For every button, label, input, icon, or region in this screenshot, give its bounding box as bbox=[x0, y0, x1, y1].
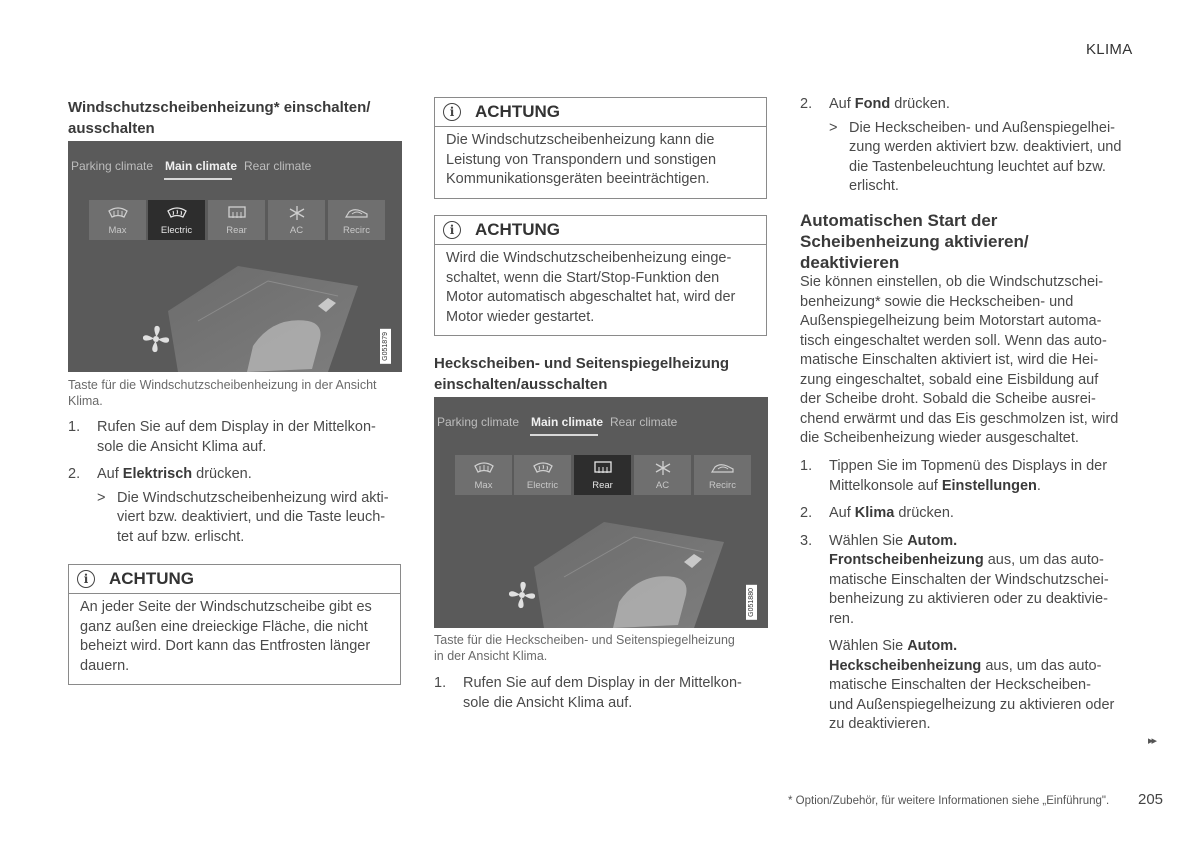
step-line bbox=[829, 551, 1140, 571]
info-icon: i bbox=[77, 570, 95, 588]
warning-line: Leistung von Transpondern und sonstigen bbox=[446, 151, 717, 168]
step-line bbox=[829, 477, 1140, 497]
step-line bbox=[97, 465, 408, 485]
tab-rear-climate: Rear climate bbox=[610, 415, 678, 429]
button-label: Electric bbox=[160, 225, 193, 236]
list-item bbox=[434, 674, 774, 713]
warning-title: ACHTUNG bbox=[109, 569, 194, 588]
climate-tabs bbox=[434, 411, 768, 435]
steps-list bbox=[434, 674, 774, 713]
button-label: Recirc bbox=[343, 225, 370, 236]
button-label: Max bbox=[108, 225, 127, 236]
warning-line: ganz außen eine dreieckige Fläche, die nicht bbox=[80, 618, 368, 635]
windshield-heater-icon bbox=[532, 460, 554, 476]
warning-text bbox=[435, 245, 766, 335]
paragraph-line: Außenspiegelheizung beim Motorstart automa- bbox=[800, 313, 1102, 329]
warning-header bbox=[435, 216, 766, 245]
paragraph-line: die Scheibenheizung wieder ausgeschaltet. bbox=[800, 430, 1079, 446]
step-line: sole die Ansicht Klima auf. bbox=[463, 694, 633, 711]
step-text: . bbox=[1036, 477, 1041, 494]
ui-term: Autom. bbox=[907, 532, 958, 549]
step-text: aus, um das auto- bbox=[985, 657, 1102, 674]
footnote: * Option/Zubehör, für weitere Informationen siehe „Einführung". bbox=[788, 795, 1110, 807]
step-line: Rufen Sie auf dem Display in der Mittelkon- bbox=[463, 675, 742, 691]
tab-underline bbox=[164, 178, 232, 180]
figure-code: G051879 bbox=[380, 329, 391, 364]
rear-button bbox=[574, 455, 632, 495]
step-number: 2. bbox=[800, 505, 813, 521]
caption-line: Taste für die Windschutzscheibenheizung in der Ansicht bbox=[68, 378, 377, 392]
heading-line: ausschalten bbox=[68, 120, 155, 137]
result-line: viert bzw. deaktiviert, und die Taste leuch- bbox=[117, 509, 386, 525]
step-text: drücken. bbox=[196, 466, 252, 482]
tab-rear-climate: Rear climate bbox=[244, 159, 312, 173]
recirc-button bbox=[694, 455, 752, 495]
tab-main-climate: Main climate bbox=[531, 415, 604, 429]
step-line: sole die Ansicht Klima auf. bbox=[97, 438, 267, 455]
ui-term: Autom. bbox=[907, 638, 958, 654]
step-line: und Außenspiegelheizung zu aktivieren oder bbox=[829, 696, 1115, 713]
warning-line: Motor automatisch abgeschaltet hat, wird der bbox=[446, 289, 736, 305]
warning-header bbox=[435, 98, 766, 127]
tab-parking-climate: Parking climate bbox=[437, 415, 520, 429]
section-title: KLIMA bbox=[1086, 41, 1133, 58]
fan-icon bbox=[506, 579, 538, 611]
result-line: erlischt. bbox=[849, 178, 899, 194]
heading-line: Automatischen Start der bbox=[800, 211, 998, 230]
paragraph-line: Sie können einstellen, ob die Windschutzschei- bbox=[800, 274, 1104, 290]
heading-line: Scheibenheizung aktivieren/ bbox=[800, 232, 1029, 251]
warning-line: Die Windschutzscheibenheizung kann die bbox=[446, 132, 715, 148]
ui-term: Elektrisch bbox=[122, 466, 193, 482]
climate-button-row bbox=[89, 200, 387, 240]
warning-text bbox=[69, 594, 400, 684]
step-line bbox=[829, 532, 1140, 552]
warning-line: dauern. bbox=[80, 657, 130, 674]
ac-button bbox=[634, 455, 692, 495]
auto-start-steps bbox=[800, 457, 1140, 735]
step-result bbox=[829, 119, 1140, 197]
warning-line: schaltet, wenn die Start/Stop-Funktion den bbox=[446, 269, 720, 286]
step-line: matische Einschalten der Windschutzschei- bbox=[829, 571, 1109, 588]
warning-header bbox=[69, 565, 400, 594]
warning-text bbox=[435, 127, 766, 198]
auto-start-paragraph bbox=[800, 273, 1140, 449]
warning-line: An jeder Seite der Windschutzscheibe gibt es bbox=[80, 599, 372, 615]
step-line bbox=[829, 637, 1140, 657]
step-line bbox=[829, 95, 1140, 115]
step-text: Wählen Sie bbox=[829, 532, 904, 549]
snowflake-icon bbox=[286, 205, 308, 221]
button-label: AC bbox=[655, 480, 670, 491]
warning-line: Wird die Windschutzscheibenheizung einge- bbox=[446, 250, 732, 266]
step-text: drücken. bbox=[894, 96, 950, 112]
result-line: die Tastenbeleuchtung leuchtet auf bzw. bbox=[849, 158, 1106, 175]
warning-line: beheizt wird. Dort kann das Entfrosten länger bbox=[80, 638, 371, 654]
step-line bbox=[829, 504, 1140, 524]
heading-rear-mirror-heating bbox=[434, 353, 774, 395]
tab-underline bbox=[530, 434, 598, 436]
tab-main-climate: Main climate bbox=[165, 159, 238, 173]
steps-list-continued bbox=[800, 95, 1140, 197]
heading-windshield-heating bbox=[68, 97, 398, 139]
info-icon: i bbox=[443, 221, 461, 239]
button-label: Recirc bbox=[709, 480, 736, 491]
step-text: Auf bbox=[97, 466, 119, 482]
result-marker: > bbox=[829, 119, 838, 136]
result-line: tet auf bzw. erlischt. bbox=[117, 528, 245, 545]
list-item bbox=[800, 532, 1140, 735]
button-label: AC bbox=[289, 225, 304, 236]
heading-line: Heckscheiben- und Seitenspiegelheizung bbox=[434, 355, 730, 372]
caption-line: Taste für die Heckscheiben- und Seitenspiegelheizung bbox=[434, 633, 735, 647]
figure-caption bbox=[68, 377, 408, 409]
button-label: Max bbox=[474, 480, 493, 491]
step-number: 1. bbox=[68, 419, 81, 435]
ui-term: Heckscheibenheizung bbox=[829, 657, 982, 674]
button-label: Electric bbox=[526, 480, 559, 491]
max-defrost-icon bbox=[107, 205, 129, 221]
heading-line: deaktivieren bbox=[800, 253, 900, 272]
tab-parking-climate: Parking climate bbox=[71, 159, 154, 173]
figure-code: G051880 bbox=[746, 585, 757, 620]
caption-line: in der Ansicht Klima. bbox=[434, 649, 548, 663]
continue-arrows-icon: ▸▸ bbox=[1148, 735, 1156, 747]
step-line: Rufen Sie auf dem Display in der Mittelkon- bbox=[97, 419, 376, 435]
windshield-heater-icon bbox=[166, 205, 188, 221]
result-marker: > bbox=[97, 489, 106, 506]
max-defrost-icon bbox=[473, 460, 495, 476]
rear-button bbox=[208, 200, 266, 240]
paragraph-line: chend erwärmt und das Eis geschmolzen ist, wird bbox=[800, 410, 1119, 427]
step-text: Auf bbox=[829, 96, 851, 112]
button-label: Rear bbox=[592, 480, 613, 491]
electric-button bbox=[514, 455, 572, 495]
warning-box bbox=[434, 97, 767, 199]
ui-term: Frontscheibenheizung bbox=[829, 552, 984, 568]
climate-button-row bbox=[455, 455, 753, 495]
paragraph-line: zung eingeschaltet, sobald eine Eisbildung auf bbox=[800, 371, 1099, 388]
step-text: Mittelkonsole auf bbox=[829, 477, 938, 494]
ac-button bbox=[268, 200, 326, 240]
climate-tabs bbox=[68, 155, 402, 179]
steps-list bbox=[68, 418, 408, 547]
max-defrost-button bbox=[455, 455, 513, 495]
warning-line: Kommunikationsgeräten beeinträchtigen. bbox=[446, 171, 710, 187]
fan-icon bbox=[140, 323, 172, 355]
step-line: matische Einschalten der Heckscheiben- bbox=[829, 677, 1091, 693]
list-item bbox=[800, 457, 1140, 496]
heading-line: einschalten/ausschalten bbox=[434, 376, 608, 393]
list-item bbox=[68, 418, 408, 457]
step-line bbox=[829, 657, 1140, 677]
step-line: ren. bbox=[829, 610, 854, 627]
result-line: Die Heckscheiben- und Außenspiegelhei- bbox=[849, 119, 1115, 136]
result-line: zung werden aktiviert bzw. deaktiviert, und bbox=[849, 139, 1122, 155]
rear-window-heater-icon bbox=[592, 460, 614, 476]
paragraph-line: benheizung* sowie die Heckscheiben- und bbox=[800, 293, 1074, 310]
result-line: Die Windschutzscheibenheizung wird akti- bbox=[117, 489, 389, 506]
heading-auto-start bbox=[800, 210, 1140, 273]
max-defrost-button bbox=[89, 200, 147, 240]
ui-term: Einstellungen bbox=[941, 477, 1037, 494]
warning-line: Motor wieder gestartet. bbox=[446, 308, 595, 325]
step-number: 1. bbox=[434, 675, 447, 691]
climate-screen-image bbox=[434, 397, 768, 628]
step-line: Tippen Sie im Topmenü des Displays in der bbox=[829, 458, 1108, 474]
step-result bbox=[97, 489, 408, 548]
ui-term: Fond bbox=[854, 96, 891, 112]
step-number: 2. bbox=[800, 96, 813, 112]
rear-window-heater-icon bbox=[226, 205, 248, 221]
step-number: 1. bbox=[800, 458, 813, 474]
paragraph-line: der Scheibe droht. Sobald die Scheibe ausrei- bbox=[800, 391, 1096, 407]
paragraph-line: matische Einschalten aktiviert ist, wird die Hei- bbox=[800, 352, 1099, 368]
list-item bbox=[68, 465, 408, 547]
heading-line: Windschutzscheibenheizung* einschalten/ bbox=[68, 99, 371, 116]
list-item bbox=[800, 504, 1140, 524]
step-line: benheizung zu aktivieren oder zu deaktivie- bbox=[829, 591, 1108, 607]
recirculation-icon bbox=[710, 460, 736, 476]
electric-button bbox=[148, 200, 206, 240]
figure-caption bbox=[434, 632, 774, 664]
page-number: 205 bbox=[1138, 791, 1164, 808]
list-item bbox=[800, 95, 1140, 197]
step-text: aus, um das auto- bbox=[987, 552, 1104, 568]
caption-line: Klima. bbox=[68, 394, 103, 408]
warning-box bbox=[68, 564, 401, 685]
warning-box bbox=[434, 215, 767, 336]
warning-title: ACHTUNG bbox=[475, 220, 560, 239]
button-label: Rear bbox=[226, 225, 247, 236]
climate-screen-image bbox=[68, 141, 402, 372]
warning-title: ACHTUNG bbox=[475, 102, 560, 121]
step-text: Wählen Sie bbox=[829, 638, 904, 654]
step-text: Auf bbox=[829, 505, 851, 521]
step-text: drücken. bbox=[898, 505, 954, 521]
recirculation-icon bbox=[344, 205, 370, 221]
car-interior-graphic bbox=[434, 507, 768, 628]
snowflake-icon bbox=[652, 460, 674, 476]
paragraph-line: tisch eingeschaltet werden soll. Wenn das auto- bbox=[800, 332, 1107, 349]
step-number: 3. bbox=[800, 532, 813, 549]
car-interior-graphic bbox=[68, 251, 402, 372]
step-number: 2. bbox=[68, 466, 81, 482]
info-icon: i bbox=[443, 103, 461, 121]
recirc-button bbox=[328, 200, 386, 240]
step-line: zu deaktivieren. bbox=[829, 716, 931, 732]
ui-term: Klima bbox=[854, 505, 895, 521]
